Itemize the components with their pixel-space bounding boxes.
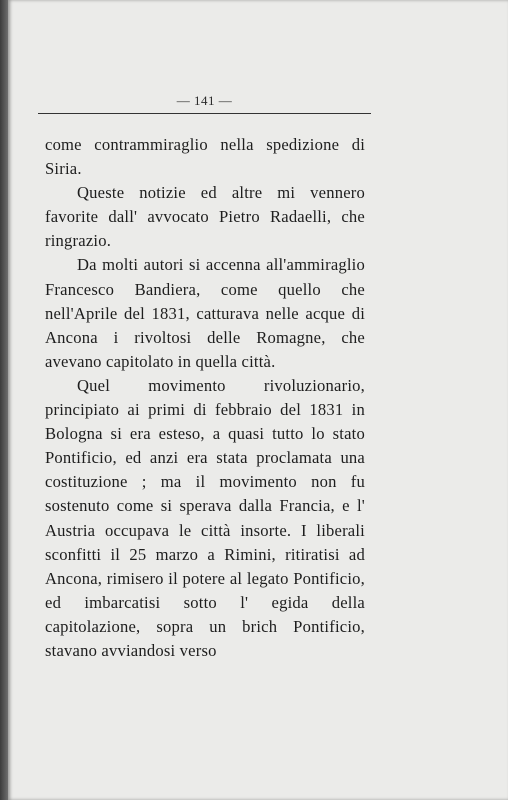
book-page bbox=[8, 0, 508, 800]
body-text bbox=[45, 133, 365, 663]
paragraph-continuation: come contrammiraglio nella spedizione di Siria. bbox=[45, 135, 365, 179]
header-rule bbox=[38, 113, 371, 114]
page-number: — 141 — bbox=[176, 93, 233, 108]
paragraph: Quel movimento rivoluzionario, principiato ai primi di febbraio del 1831 in Bologna si era esteso, a quasi tutto lo stato Pontificio, ed anzi era stata proclamata una costituzione ; ma il movimento non fu sostenuto come si sperava dalla Francia, e l' Austria occupava le città insorte. I liberali sconfitti il 25 marzo a Rimini, ritiratisi ad Ancona, rimisero il potere al legato Pontificio, ed imbarcatisi sotto l' egida della capitolazione, sopra un brich Pontificio, stavano avviandosi verso bbox=[45, 375, 365, 660]
book-gutter-shadow bbox=[0, 0, 8, 800]
paragraph: Queste notizie ed altre mi vennero favorite dall' avvocato Pietro Radaelli, che ringrazio. bbox=[45, 183, 365, 251]
paragraph: Da molti autori si accenna all'ammiraglio Francesco Bandiera, come quello che nell'Aprile del 1831, catturava nelle acque di Ancona i rivoltosi delle Romagne, che avevano capitolato in quella città. bbox=[45, 255, 365, 371]
page-header bbox=[38, 93, 371, 113]
